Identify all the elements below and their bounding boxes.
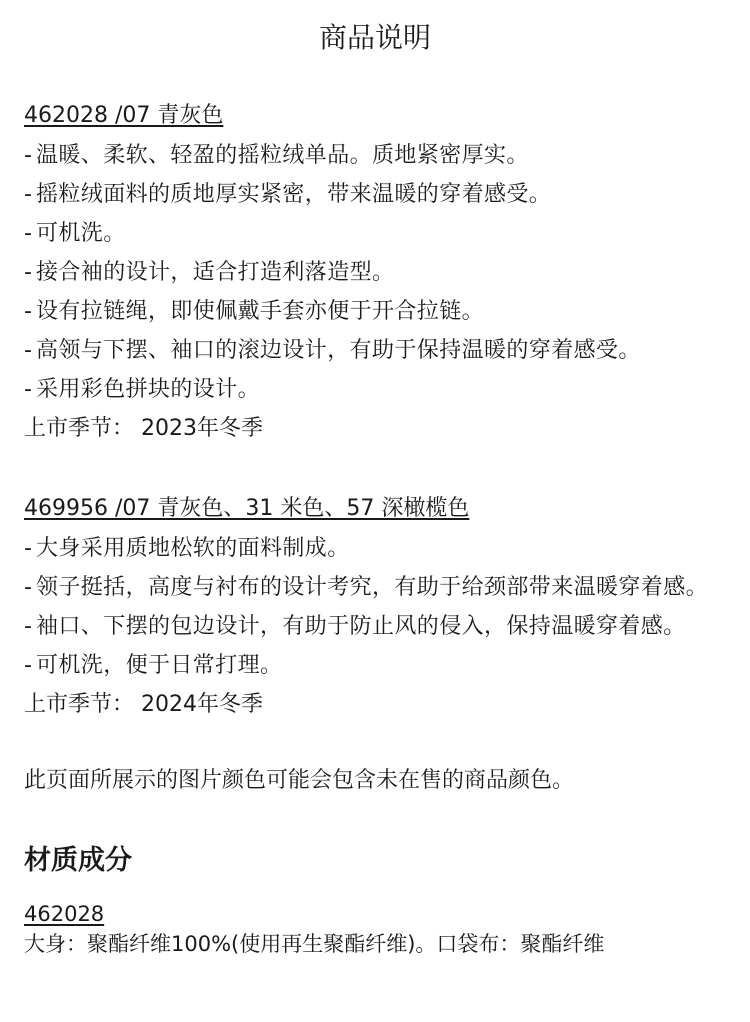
material-product-code: 462028 bbox=[24, 902, 105, 926]
list-item: - 摇粒绒面料的质地厚实紧密，带来温暖的穿着感受。 bbox=[24, 175, 726, 214]
list-item: - 可机洗，便于日常打理。 bbox=[24, 646, 726, 685]
bullet-text: 领子挺括，高度与衬布的设计考究，有助于给颈部带来温暖穿着感。 bbox=[36, 575, 709, 600]
list-item: - 接合袖的设计，适合打造利落造型。 bbox=[24, 253, 726, 292]
list-item: - 袖口、下摆的包边设计，有助于防止风的侵入，保持温暖穿着感。 bbox=[24, 607, 726, 646]
bullet-text: 设有拉链绳，即使佩戴手套亦便于开合拉链。 bbox=[36, 299, 485, 324]
list-item: - 大身采用质地松软的面料制成。 bbox=[24, 529, 726, 568]
bullet-text: 袖口、下摆的包边设计，有助于防止风的侵入，保持温暖穿着感。 bbox=[36, 614, 686, 639]
list-item: - 设有拉链绳，即使佩戴手套亦便于开合拉链。 bbox=[24, 292, 726, 331]
bullet-text: 大身采用质地松软的面料制成。 bbox=[36, 536, 350, 561]
bullet-text: 可机洗，便于日常打理。 bbox=[36, 653, 283, 678]
list-item: - 可机洗。 bbox=[24, 214, 726, 253]
bullet-text: 温暖、柔软、轻盈的摇粒绒单品。质地紧密厚实。 bbox=[36, 143, 529, 168]
material-section-title: 材质成分 bbox=[24, 845, 132, 876]
list-item: - 领子挺括，高度与衬布的设计考究，有助于给颈部带来温暖穿着感。 bbox=[24, 568, 726, 607]
product-block-2 bbox=[24, 489, 726, 725]
color-disclaimer: 此页面所展示的图片颜色可能会包含未在售的商品颜色。 bbox=[24, 768, 575, 793]
release-season: 上市季节： 2023年冬季 bbox=[24, 416, 263, 441]
bullet-text: 高领与下摆、袖口的滚边设计，有助于保持温暖的穿着感受。 bbox=[36, 338, 641, 363]
bullet-text: 接合袖的设计，适合打造利落造型。 bbox=[36, 260, 395, 285]
list-item: - 采用彩色拼块的设计。 bbox=[24, 370, 726, 409]
list-item: - 高领与下摆、袖口的滚边设计，有助于保持温暖的穿着感受。 bbox=[24, 331, 726, 370]
bullet-text: 摇粒绒面料的质地厚实紧密，带来温暖的穿着感受。 bbox=[36, 182, 552, 207]
product-block-1 bbox=[24, 96, 726, 449]
page-title: 商品说明 bbox=[318, 21, 431, 54]
product-code: 462028 /07 青灰色 bbox=[24, 103, 224, 128]
list-item: - 温暖、柔软、轻盈的摇粒绒单品。质地紧密厚实。 bbox=[24, 136, 726, 175]
material-composition: 大身：聚酯纤维100%(使用再生聚酯纤维)。口袋布：聚酯纤维 bbox=[24, 932, 605, 956]
release-season: 上市季节： 2024年冬季 bbox=[24, 692, 263, 717]
bullet-text: 可机洗。 bbox=[36, 221, 126, 246]
product-code: 469956 /07 青灰色、31 米色、57 深橄榄色 bbox=[24, 496, 470, 521]
bullet-text: 采用彩色拼块的设计。 bbox=[36, 377, 261, 402]
